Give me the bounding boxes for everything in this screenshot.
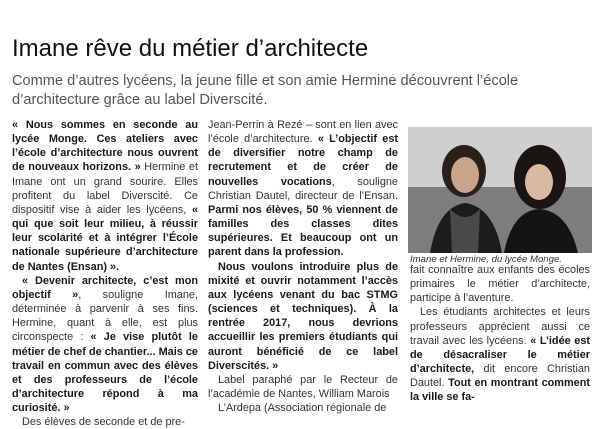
col2-paragraph-2 — [208, 260, 398, 373]
body-text: L’Ardepa (Association régionale de — [218, 402, 387, 415]
quote-text: « L’idée est de désacraliser le métier d’architecte, — [410, 334, 590, 376]
col1-paragraph-1 — [12, 118, 198, 274]
quote-text: « Nous sommes en seconde au lycée Monge. Ces ateliers avec l’école d’architecture nous ouvrent de nouveaux horizons. » — [12, 119, 198, 174]
body-text: fait connaître aux enfants des écoles primaires le métier d’architecte, participe à l’aventure. — [410, 264, 590, 305]
body-text: , souligne Christian Dautel, directeur de l’Ensan. — [208, 175, 398, 202]
col2-paragraph-1 — [208, 118, 398, 260]
col3-paragraph-1 — [410, 263, 590, 305]
article-column-3 — [410, 263, 590, 405]
article-subtitle: Comme d’autres lycéens, la jeune fille et son amie Hermine découvrent l’école d’architecture grâce au label Diverscité. — [12, 73, 519, 108]
col2-paragraph-4 — [208, 401, 398, 415]
article-column-1 — [12, 118, 198, 429]
body-text: Des élèves de seconde et de pre- — [22, 416, 185, 429]
quote-text: « Je vise plutôt le métier de chef de chantier... Mais ce travail en commun avec des élèves et des professeurs de l’école d’architecture répond à ma curiosité. » — [12, 331, 198, 415]
body-text: Hermine et Imane ont un grand sourire. Elles profitent du label Diverscité. Ce dispositif vise à aider les lycéens, — [12, 161, 198, 216]
article-photo — [408, 127, 592, 253]
col1-paragraph-3 — [12, 415, 198, 429]
photo-caption: Imane et Hermine, du lycée Monge. — [410, 254, 562, 265]
quote-text: Nous voulons introduire plus de mixité et ouvrir notamment l’accès aux lycéens venant du bac STMG (sciences et techniques). À la rentrée 2017, nous devrions accueillir les premiers étudiants qui auront bénéficié de ce label Diverscités. » — [208, 260, 398, 372]
col2-paragraph-3 — [208, 373, 398, 401]
col1-paragraph-2 — [12, 274, 198, 416]
article-column-2 — [208, 118, 398, 415]
quote-text: « qui que soit leur milieu, à réussir leur scolarité et à intégrer l’École nationale supérieure d’architecture de Nantes (Ensan) ». — [12, 203, 198, 273]
quote-text: Parmi nos élèves, 50 % viennent de familles des classes dites supérieures. Et beaucoup ont un parent dans la profession. — [208, 203, 398, 259]
col3-paragraph-2 — [410, 305, 590, 404]
body-text: Les étudiants architectes et leurs professeurs apprécient aussi ce travail avec les lycéens. — [410, 306, 590, 347]
body-text: , souligne Imane, déterminée à parvenir à ses fins. Hermine, quant à elle, est plus circonspecte : — [12, 288, 198, 344]
body-text: Jean-Perrin à Rezé – sont en lien avec l’école d’architecture. — [208, 119, 398, 146]
quote-text: Tout en montrant comment la ville se fa- — [410, 377, 590, 404]
body-text: Label paraphé par le Recteur de l’académie de Nantes, William Marois — [208, 373, 398, 400]
quote-text: « Devenir architecte, c’est mon objectif » — [12, 274, 198, 301]
article-title: Imane rêve du métier d’architecte — [12, 35, 369, 62]
body-text: dit encore Christian Dautel. — [410, 363, 590, 390]
quote-text: « L’objectif est de diversifier notre champ de recrutement et de créer de nouvelles vocations — [208, 133, 399, 188]
students-photo-illustration — [408, 127, 592, 253]
